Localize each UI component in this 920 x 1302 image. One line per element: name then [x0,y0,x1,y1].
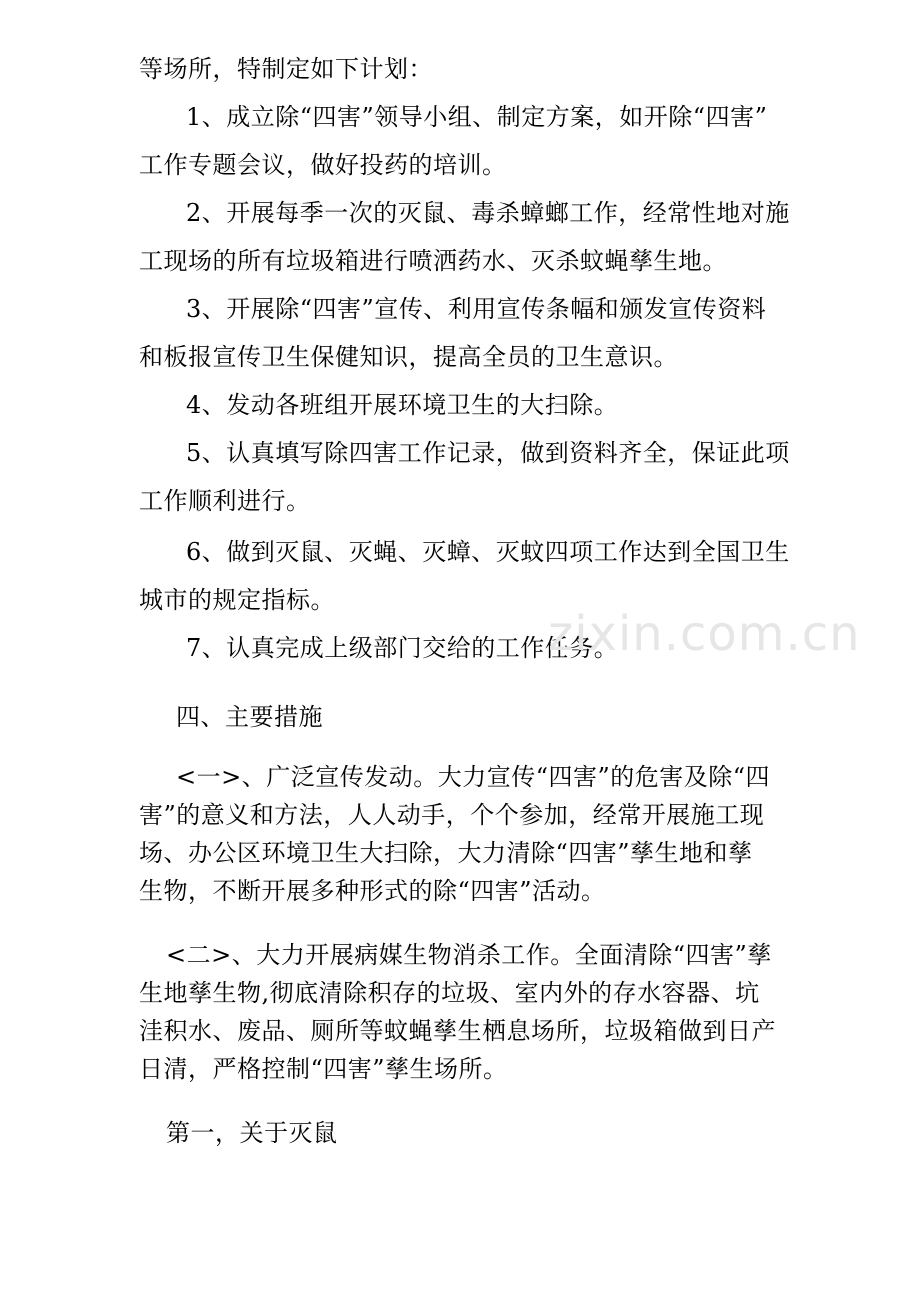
text-line: 1、成立除“四害”领导小组、制定方案，如开除“四害” [186,103,768,131]
text-line: 害”的意义和方法，人人动手，个个参加，经常开展施工现 [139,801,765,829]
text-line: 生物，不断开展多种形式的除“四害”活动。 [139,877,606,905]
text-line: 生地孳生物,彻底清除积存的垃圾、室内外的存水容器、坑 [139,979,760,1007]
text-line: 4、发动各班组开展环境卫生的大扫除。 [186,391,619,419]
text-line: 2、开展每季一次的灭鼠、毒杀蟑螂工作，经常性地对施 [186,199,790,227]
text-line: 城市的规定指标。 [139,586,335,614]
text-line: 洼积水、废品、厕所等蚊蝇孳生栖息场所，垃圾箱做到日产 [139,1017,776,1045]
text-line: 6、做到灭鼠、灭蝇、灭蟑、灭蚊四项工作达到全国卫生 [186,538,790,566]
text-line: 等场所，特制定如下计划： [139,55,433,83]
text-line: 3、开展除“四害”宣传、利用宣传条幅和颁发宣传资料 [186,295,767,323]
text-line: <二>、大力开展病媒生物消杀工作。全面清除“四害”孳 [166,941,772,969]
text-line: <一>、广泛宣传发动。大力宣传“四害”的危害及除“四 [176,763,771,791]
subsection-heading: 第一，关于灭鼠 [166,1119,338,1147]
watermark-text: zixin.com.cn [548,606,861,662]
text-line: 场、办公区环境卫生大扫除，大力清除“四害”孳生地和孳 [139,839,753,867]
section-heading: 四、主要措施 [176,703,323,731]
text-line: 日清，严格控制“四害”孳生场所。 [139,1055,508,1083]
text-line: 工作顺利进行。 [139,487,311,515]
text-line: 工作专题会议，做好投药的培训。 [139,151,507,179]
text-line: 和板报宣传卫生保健知识，提高全员的卫生意识。 [139,343,678,371]
text-line: 7、认真完成上级部门交给的工作任务。 [186,634,619,662]
text-line: 工现场的所有垃圾箱进行喷洒药水、灭杀蚊蝇孳生地。 [139,247,727,275]
text-line: 5、认真填写除四害工作记录，做到资料齐全，保证此项 [186,439,790,467]
